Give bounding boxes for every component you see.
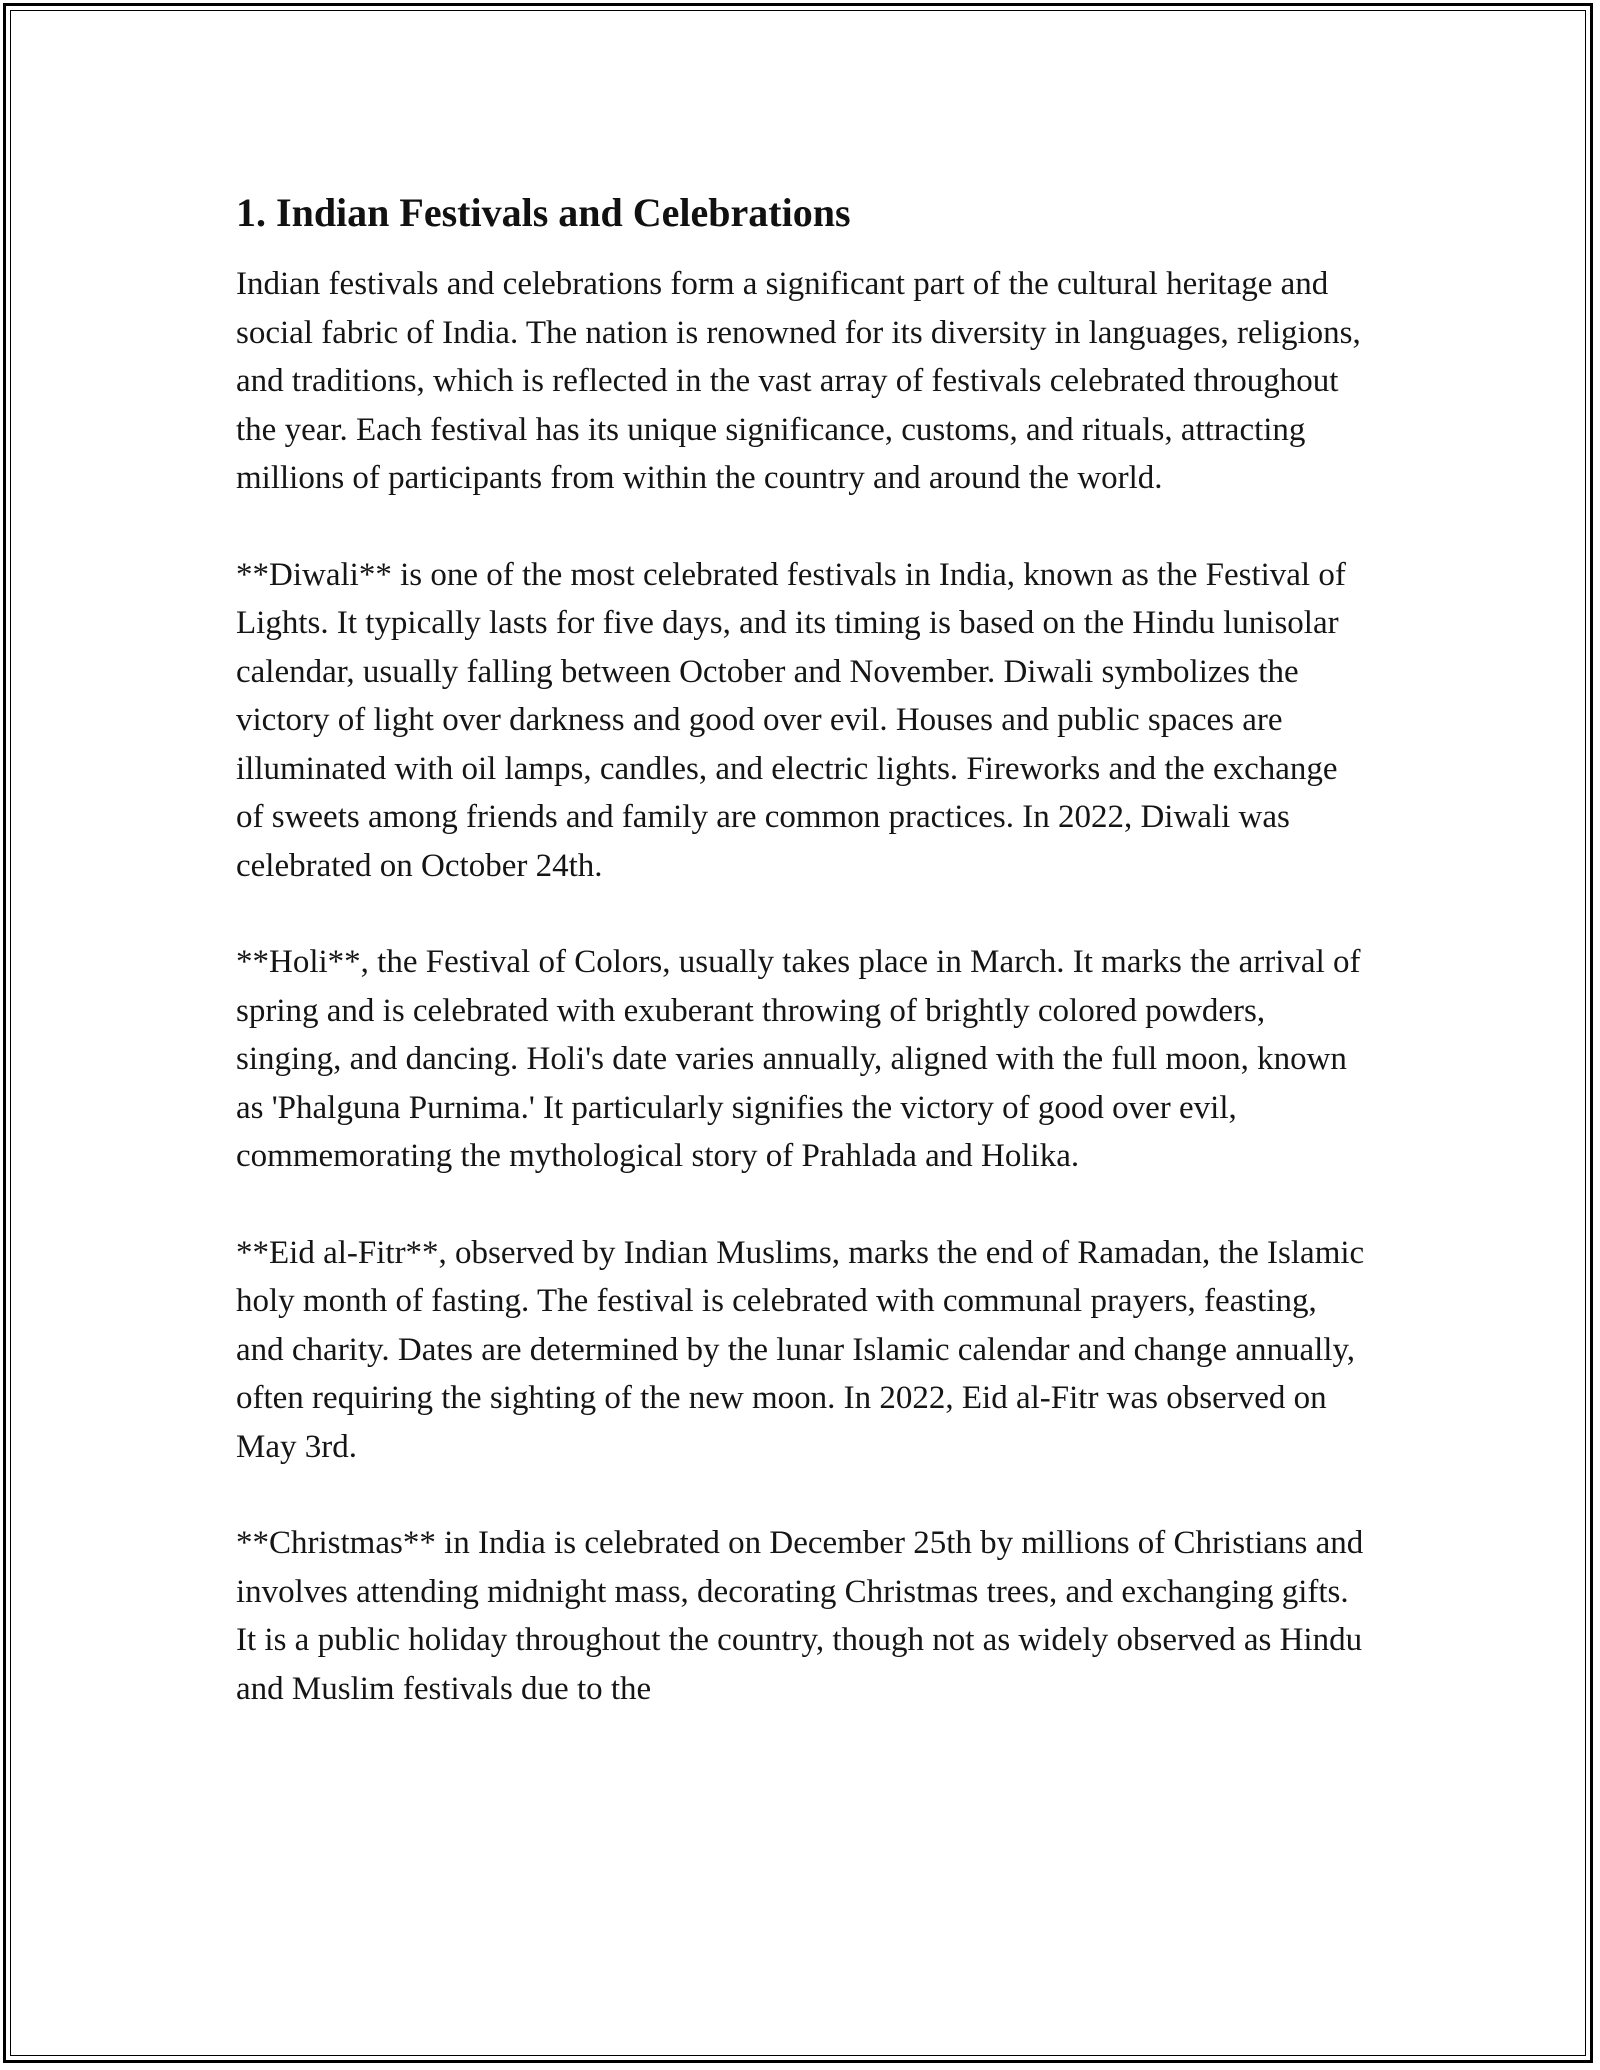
- section-heading: 1. Indian Festivals and Celebrations: [236, 190, 851, 235]
- paragraph-christmas: **Christmas** in India is celebrated on December 25th by millions of Christians and involves attending midnight mass, decorating Christmas trees, and exchanging gifts. It is a public holiday throughout the country, though not as widely observed as Hindu and Muslim festivals due to the: [236, 1525, 1364, 1707]
- document-body: [236, 188, 1366, 1761]
- paragraph-eid-al-fitr: **Eid al-Fitr**, observed by Indian Muslims, marks the end of Ramadan, the Islamic holy month of fasting. The festival is celebrated with communal prayers, feasting, and charity. Dates are determined by the lunar Islamic calendar and change annually, often requiring the sighting of the new moon. In 2022, Eid al-Fitr was observed on May 3rd.: [236, 1234, 1365, 1465]
- paragraph-diwali: **Diwali** is one of the most celebrated festivals in India, known as the Festival of Lights. It typically lasts for five days, and its timing is based on the Hindu lunisolar calendar, usually falling between October and November. Diwali symbolizes the victory of light over darkness and good over evil. Houses and public spaces are illuminated with oil lamps, candles, and electric lights. Fireworks and the exchange of sweets among friends and family are common practices. In 2022, Diwali was celebrated on October 24th.: [236, 556, 1346, 884]
- paragraph-intro: Indian festivals and celebrations form a significant part of the cultural heritage and social fabric of India. The nation is renowned for its diversity in languages, religions, and traditions, which is reflected in the vast array of festivals celebrated throughout the year. Each festival has its unique significance, customs, and rituals, attracting millions of participants from within the country and around the world.: [236, 266, 1361, 496]
- paragraph-holi: **Holi**, the Festival of Colors, usually takes place in March. It marks the arrival of spring and is celebrated with exuberant throwing of brightly colored powders, singing, and dancing. Holi's date varies annually, aligned with the full moon, known as 'Phalguna Purnima.' It particularly signifies the victory of good over evil, commemorating the mythological story of Prahlada and Holika.: [236, 944, 1361, 1174]
